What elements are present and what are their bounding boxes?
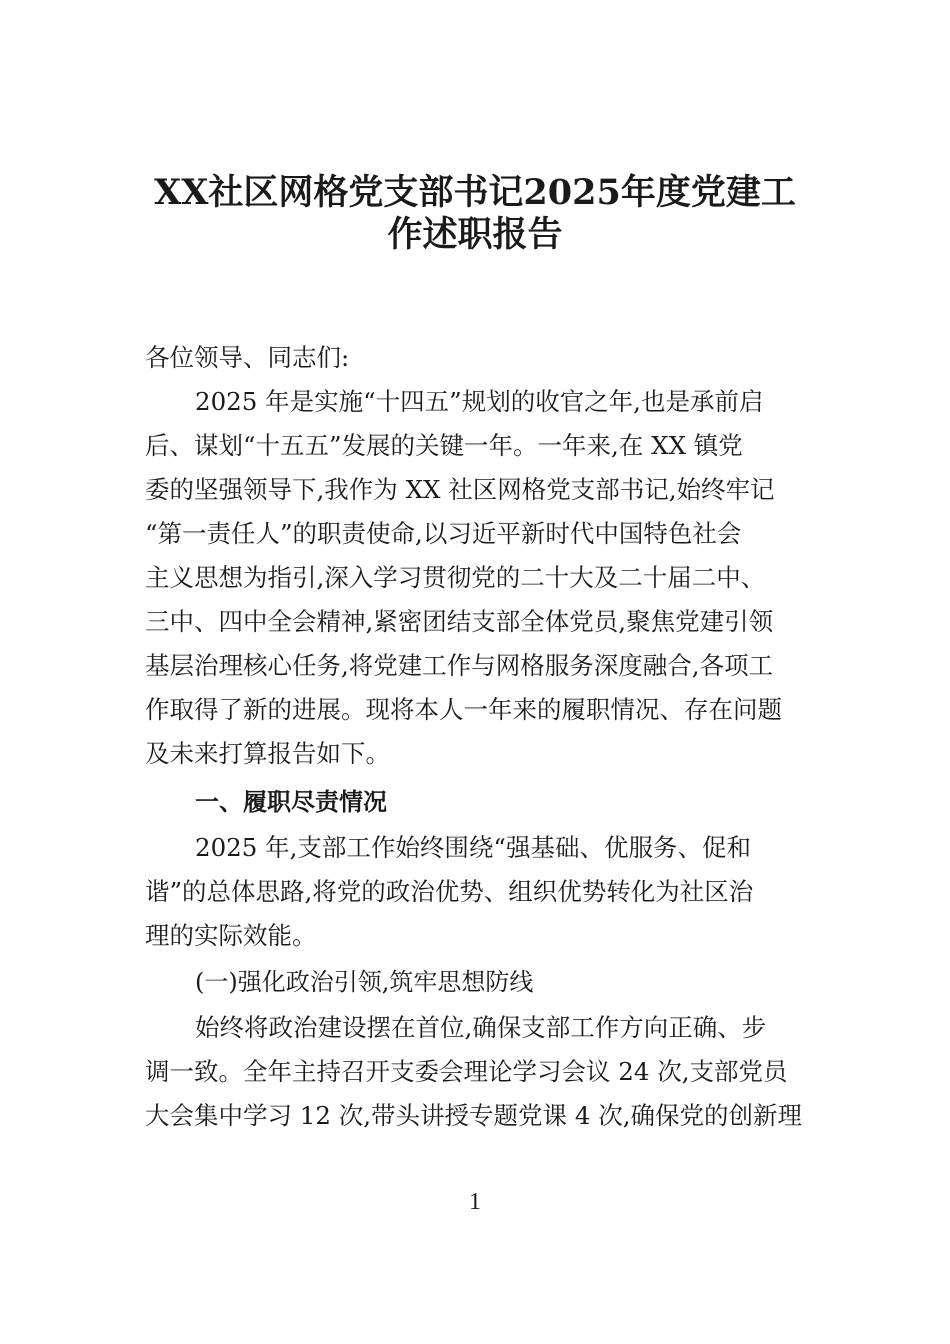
intro-line: “第一责任人”的职责使命,以习近平新时代中国特色社会	[145, 519, 742, 548]
page-number: 1	[469, 1189, 481, 1215]
section-1-line: 理的实际效能。	[145, 921, 317, 950]
salutation: 各位领导、同志们:	[145, 343, 350, 372]
document-title-line-1: XX社区网格党支部书记2025年度党建工	[154, 172, 796, 213]
section-1-heading: 一、履职尽责情况	[195, 788, 387, 816]
intro-line: 委的坚强领导下,我作为 XX 社区网格党支部书记,始终牢记	[145, 475, 775, 504]
intro-line: 2025 年是实施“十四五”规划的收官之年,也是承前启	[195, 387, 764, 416]
intro-line: 及未来打算报告如下。	[145, 739, 390, 768]
intro-line: 基层治理核心任务,将党建工作与网格服务深度融合,各项工	[145, 651, 774, 680]
intro-line: 主义思想为指引,深入学习贯彻党的二十大及二十届二中、	[145, 563, 766, 592]
subsection-1-heading: (一)强化政治引领,筑牢思想防线	[195, 968, 534, 996]
subsection-1-line: 调一致。全年主持召开支委会理论学习会议 24 次,支部党员	[145, 1057, 788, 1086]
section-1-line: 2025 年,支部工作始终围绕“强基础、优服务、促和	[195, 833, 751, 862]
subsection-1-line: 始终将政治建设摆在首位,确保支部工作方向正确、步	[195, 1013, 767, 1042]
intro-line: 后、谋划“十五五”发展的关键一年。一年来,在 XX 镇党	[145, 431, 743, 460]
document-title-line-2: 作述职报告	[387, 214, 563, 255]
intro-line: 三中、四中全会精神,紧密团结支部全体党员,聚焦党建引领	[145, 607, 774, 636]
section-1-line: 谐”的总体思路,将党的政治优势、组织优势转化为社区治	[145, 877, 754, 906]
subsection-1-line: 大会集中学习 12 次,带头讲授专题党课 4 次,确保党的创新理	[145, 1101, 802, 1130]
intro-line: 作取得了新的进展。现将本人一年来的履职情况、存在问题	[145, 695, 782, 724]
